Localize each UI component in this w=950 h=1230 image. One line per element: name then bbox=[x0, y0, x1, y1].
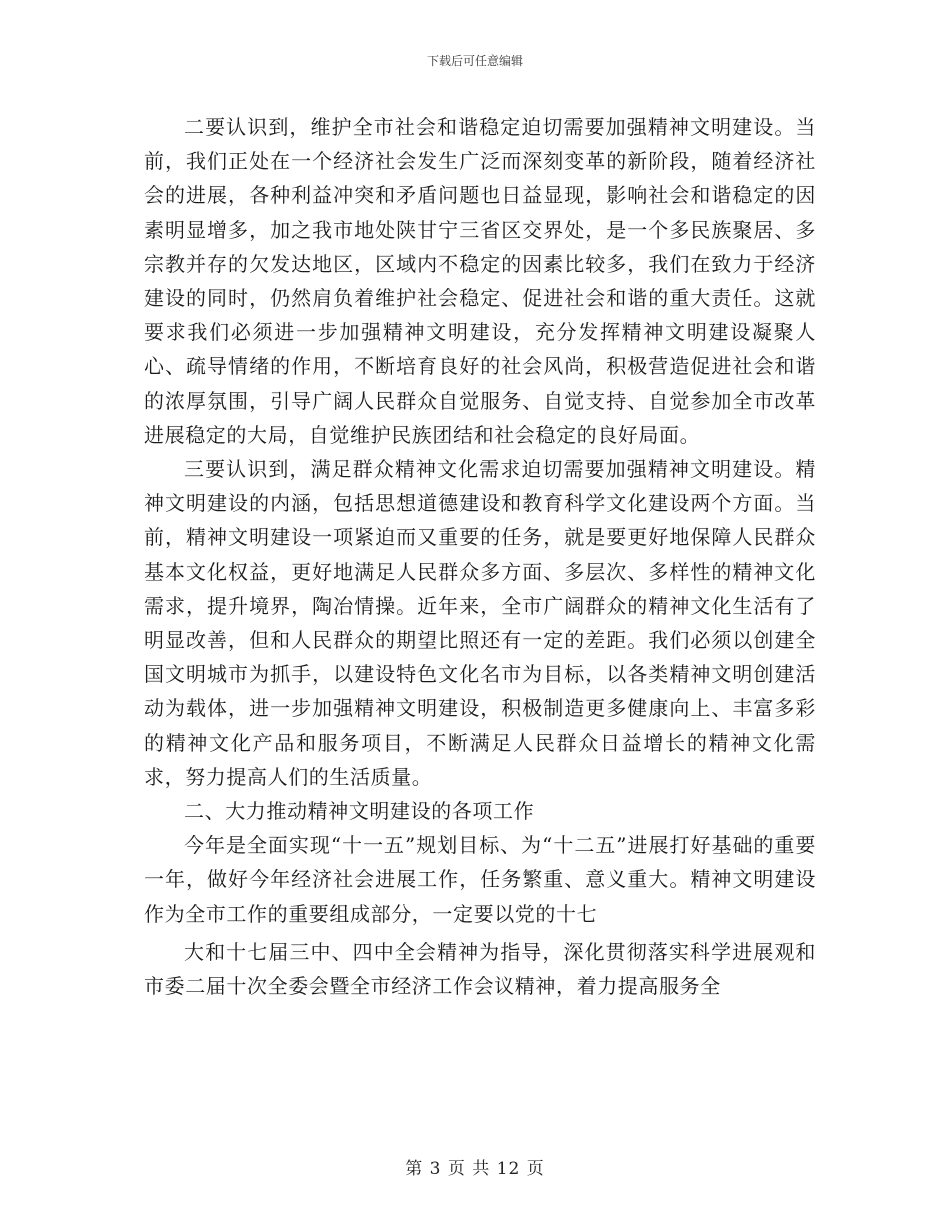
paragraph-this-year: 今年是全面实现“十一五”规划目标、为“十二五”进展打好基础的重要一年，做好今年经济社会进展工作，任务繁重、意义重大。精神文明建设作为全市工作的重要组成部分，一定要以党的十七 bbox=[144, 833, 816, 926]
section-heading: 二、大力推动精神文明建设的各项工作 bbox=[184, 799, 535, 824]
document-body bbox=[144, 110, 816, 1003]
paragraph-social-stability: 二要认识到，维护全市社会和谐稳定迫切需要加强精神文明建设。当前，我们正处在一个经济社会发生广泛而深刻变革的新阶段，随着经济社会的进展，各种利益冲突和矛盾问题也日益显现，影响社会和谐稳定的因素明显增多，加之我市地处陕甘宁三省区交界处，是一个多民族聚居、多宗教并存的欠发达地区，区域内不稳定的因素比较多，我们在致力于经济建设的同时，仍然肩负着维护社会稳定、促进社会和谐的重大责任。这就要求我们必须进一步加强精神文明建设，充分发挥精神文明建设凝聚人心、疏导情绪的作用，不断培育良好的社会风尚，积极营造促进社会和谐的浓厚氛围，引导广阔人民群众自觉服务、自觉支持、自觉参加全市改革进展稳定的大局，自觉维护民族团结和社会稳定的良好局面。 bbox=[144, 115, 816, 447]
paragraph-cultural-needs: 三要认识到，满足群众精神文化需求迫切需要加强精神文明建设。精神文明建设的内涵，包括思想道德建设和教育科学文化建设两个方面。当前，精神文明建设一项紧迫而又重要的任务，就是要更好地保障人民群众基本文化权益，更好地满足人民群众多方面、多层次、多样性的精神文化需求，提升境界，陶冶情操。近年来，全市广阔群众的精神文化生活有了明显改善，但和人民群众的期望比照还有一定的差距。我们必须以创建全国文明城市为抓手，以建设特色文化名市为目标，以各类精神文明创建活动为载体，进一步加强精神文明建设，积极制造更多健康向上、丰富多彩的精神文化产品和服务项目，不断满足人民群众日益增长的精神文化需求，努力提高人们的生活质量。 bbox=[144, 457, 816, 789]
page-header: 下载后可任意编辑 bbox=[426, 54, 523, 68]
paragraph-guidance: 大和十七届三中、四中全会精神为指导，深化贯彻落实科学进展观和市委二届十次全委会暨全市经济工作会议精神，着力提高服务全 bbox=[144, 939, 816, 999]
page-number-footer: 第 3 页 共 12 页 bbox=[405, 1159, 545, 1179]
